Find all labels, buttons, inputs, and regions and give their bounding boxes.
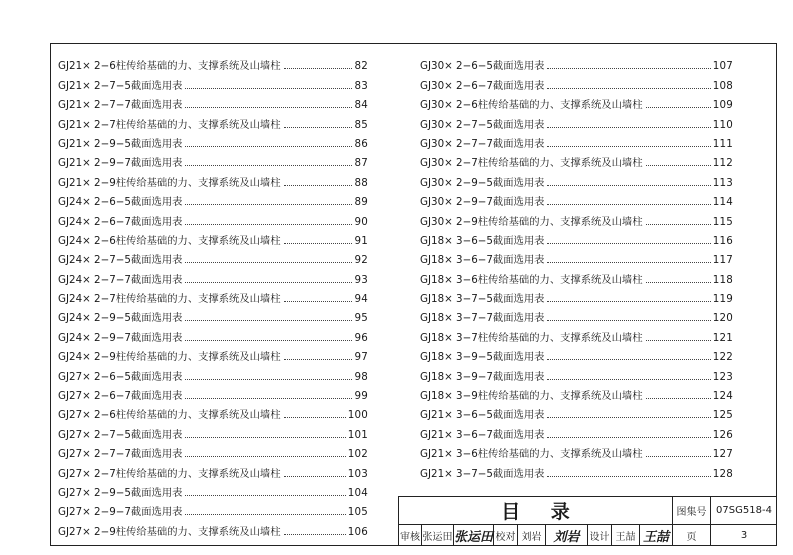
toc-leader-dots bbox=[185, 282, 352, 283]
toc-entry-page: 109 bbox=[712, 99, 733, 112]
toc-leader-dots bbox=[284, 417, 346, 418]
toc-entry-title: GJ27× 2−9−5截面选用表 bbox=[58, 486, 183, 499]
toc-entry-page: 97 bbox=[354, 351, 368, 364]
toc-entry-page: 102 bbox=[347, 448, 368, 461]
toc-entry bbox=[420, 266, 733, 285]
toc-leader-dots bbox=[547, 68, 710, 69]
toc-leader-dots bbox=[284, 476, 346, 477]
checker-signature: 刘岩 bbox=[553, 529, 580, 545]
toc-leader-dots bbox=[646, 398, 711, 399]
toc-entry-title: GJ30× 2−7−7截面选用表 bbox=[420, 137, 545, 150]
title-block bbox=[398, 496, 777, 546]
page-number: 3 bbox=[740, 529, 748, 541]
toc-entry bbox=[58, 305, 368, 324]
toc-entry-title: GJ18× 3−6−5截面选用表 bbox=[420, 234, 545, 247]
toc-leader-dots bbox=[547, 185, 710, 186]
reviewer-cell bbox=[422, 524, 454, 546]
check-label: 校对 bbox=[495, 531, 516, 543]
toc-leader-dots bbox=[547, 262, 710, 263]
toc-entry-title: GJ24× 2−9柱传给基础的力、支撑系统及山墙柱 bbox=[58, 351, 281, 364]
check-label-cell bbox=[494, 524, 518, 546]
toc-leader-dots bbox=[547, 359, 710, 360]
toc-entry bbox=[420, 131, 733, 150]
toc-leader-dots bbox=[185, 495, 345, 496]
designer-signature: 王喆 bbox=[642, 529, 669, 545]
toc-entry-page: 95 bbox=[354, 312, 368, 325]
toc-entry bbox=[58, 324, 368, 343]
checker-signature-cell bbox=[546, 524, 588, 546]
toc-entry-title: GJ27× 2−7−7截面选用表 bbox=[58, 448, 183, 461]
toc-leader-dots bbox=[547, 127, 710, 128]
toc-entry-title: GJ30× 2−6柱传给基础的力、支撑系统及山墙柱 bbox=[420, 99, 643, 112]
toc-entry-page: 92 bbox=[354, 254, 368, 267]
toc-entry-page: 114 bbox=[712, 196, 733, 209]
atlas-label-cell bbox=[673, 497, 711, 524]
toc-entry-title: GJ18× 3−6柱传给基础的力、支撑系统及山墙柱 bbox=[420, 273, 643, 286]
designer-signature-cell bbox=[640, 524, 673, 546]
design-label-cell bbox=[588, 524, 612, 546]
toc-entry bbox=[58, 228, 368, 247]
toc-leader-dots bbox=[547, 379, 710, 380]
toc-entry-title: GJ18× 3−7−7截面选用表 bbox=[420, 312, 545, 325]
toc-entry bbox=[58, 460, 368, 479]
toc-leader-dots bbox=[284, 534, 346, 535]
toc-leader-dots bbox=[185, 262, 352, 263]
toc-leader-dots bbox=[284, 359, 353, 360]
page-number-cell bbox=[711, 524, 777, 546]
toc-leader-dots bbox=[547, 88, 710, 89]
toc-entry-title: GJ24× 2−7−7截面选用表 bbox=[58, 273, 183, 286]
toc-leader-dots bbox=[185, 146, 352, 147]
checker-cell bbox=[518, 524, 546, 546]
toc-leader-dots bbox=[547, 417, 710, 418]
toc-entry-page: 110 bbox=[712, 118, 733, 131]
toc-leader-dots bbox=[284, 185, 353, 186]
toc-entry-title: GJ24× 2−6柱传给基础的力、支撑系统及山墙柱 bbox=[58, 234, 281, 247]
toc-entry-page: 106 bbox=[347, 525, 368, 538]
toc-entry-page: 117 bbox=[712, 254, 733, 267]
toc-entry bbox=[420, 344, 733, 363]
toc-entry-page: 96 bbox=[354, 331, 368, 344]
toc-entry-title: GJ21× 2−9−5截面选用表 bbox=[58, 137, 183, 150]
toc-leader-dots bbox=[185, 165, 352, 166]
toc-entry-title: GJ24× 2−6−7截面选用表 bbox=[58, 215, 183, 228]
toc-entry-page: 125 bbox=[712, 409, 733, 422]
toc-leader-dots bbox=[547, 301, 710, 302]
toc-entry-title: GJ30× 2−9柱传给基础的力、支撑系统及山墙柱 bbox=[420, 215, 643, 228]
toc-entry bbox=[58, 92, 368, 111]
toc-entry bbox=[58, 53, 368, 72]
toc-entry bbox=[58, 72, 368, 91]
toc-entry-title: GJ18× 3−9−7截面选用表 bbox=[420, 370, 545, 383]
toc-entry bbox=[58, 131, 368, 150]
toc-entry-page: 103 bbox=[347, 467, 368, 480]
toc-entry-page: 91 bbox=[354, 234, 368, 247]
sheet-title: 目 录 bbox=[501, 501, 582, 523]
toc-leader-dots bbox=[185, 456, 345, 457]
toc-entry-title: GJ18× 3−6−7截面选用表 bbox=[420, 254, 545, 267]
toc-entry-page: 85 bbox=[354, 118, 368, 131]
toc-entry bbox=[420, 53, 733, 72]
toc-entry bbox=[58, 383, 368, 402]
toc-leader-dots bbox=[646, 107, 711, 108]
toc-entry-page: 89 bbox=[354, 196, 368, 209]
toc-leader-dots bbox=[284, 243, 353, 244]
toc-entry bbox=[420, 383, 733, 402]
toc-entry bbox=[420, 72, 733, 91]
toc-entry bbox=[58, 344, 368, 363]
toc-entry bbox=[58, 499, 368, 518]
toc-entry-page: 122 bbox=[712, 351, 733, 364]
toc-entry-page: 120 bbox=[712, 312, 733, 325]
toc-right-column bbox=[420, 53, 733, 480]
toc-leader-dots bbox=[547, 146, 710, 147]
toc-entry-page: 87 bbox=[354, 157, 368, 170]
toc-entry-page: 128 bbox=[712, 467, 733, 480]
toc-entry bbox=[58, 480, 368, 499]
toc-entry-page: 124 bbox=[712, 390, 733, 403]
toc-entry-page: 121 bbox=[712, 331, 733, 344]
toc-entry-page: 119 bbox=[712, 293, 733, 306]
designer-name: 王喆 bbox=[615, 531, 636, 543]
checker-name: 刘岩 bbox=[521, 531, 542, 543]
atlas-number: 07SG518-4 bbox=[716, 505, 772, 516]
toc-entry-title: GJ30× 2−7−5截面选用表 bbox=[420, 118, 545, 131]
reviewer-signature-cell bbox=[454, 524, 494, 546]
toc-entry bbox=[58, 189, 368, 208]
toc-entry-title: GJ30× 2−9−5截面选用表 bbox=[420, 176, 545, 189]
toc-entry-title: GJ18× 3−9柱传给基础的力、支撑系统及山墙柱 bbox=[420, 390, 643, 403]
toc-entry-title: GJ27× 2−9−7截面选用表 bbox=[58, 506, 183, 519]
toc-entry bbox=[420, 460, 733, 479]
toc-entry bbox=[420, 208, 733, 227]
toc-entry bbox=[420, 421, 733, 440]
toc-entry bbox=[58, 150, 368, 169]
toc-entry bbox=[58, 169, 368, 188]
toc-entry-page: 127 bbox=[712, 448, 733, 461]
toc-entry-title: GJ21× 3−6−5截面选用表 bbox=[420, 409, 545, 422]
design-label: 设计 bbox=[589, 531, 610, 543]
toc-entry bbox=[420, 363, 733, 382]
toc-entry-title: GJ21× 2−9−7截面选用表 bbox=[58, 157, 183, 170]
toc-entry-title: GJ21× 2−7−5截面选用表 bbox=[58, 79, 183, 92]
toc-entry-title: GJ21× 3−6−7截面选用表 bbox=[420, 428, 545, 441]
toc-entry-title: GJ27× 2−6柱传给基础的力、支撑系统及山墙柱 bbox=[58, 409, 281, 422]
review-label-cell bbox=[399, 524, 422, 546]
sheet-title-cell bbox=[399, 497, 673, 524]
review-label: 审核 bbox=[400, 531, 420, 543]
toc-entry-title: GJ27× 2−7−5截面选用表 bbox=[58, 428, 183, 441]
toc-leader-dots bbox=[547, 204, 710, 205]
toc-entry-page: 86 bbox=[354, 137, 368, 150]
toc-entry bbox=[420, 324, 733, 343]
toc-entry bbox=[58, 363, 368, 382]
toc-entry-page: 107 bbox=[712, 60, 733, 73]
toc-entry bbox=[58, 208, 368, 227]
toc-entry bbox=[420, 305, 733, 324]
toc-entry-title: GJ27× 2−6−5截面选用表 bbox=[58, 370, 183, 383]
toc-left-column bbox=[58, 53, 368, 538]
toc-leader-dots bbox=[185, 320, 352, 321]
toc-entry bbox=[420, 286, 733, 305]
toc-leader-dots bbox=[185, 398, 352, 399]
toc-entry-title: GJ21× 3−7−5截面选用表 bbox=[420, 467, 545, 480]
designer-cell bbox=[612, 524, 640, 546]
toc-entry bbox=[420, 247, 733, 266]
title-block-bottom-row bbox=[399, 524, 777, 546]
toc-entry-title: GJ30× 2−9−7截面选用表 bbox=[420, 196, 545, 209]
toc-leader-dots bbox=[646, 224, 711, 225]
toc-leader-dots bbox=[185, 437, 345, 438]
page-label: 页 bbox=[686, 531, 697, 543]
toc-entry-page: 82 bbox=[354, 60, 368, 73]
toc-entry-page: 98 bbox=[354, 370, 368, 383]
toc-leader-dots bbox=[547, 243, 710, 244]
reviewer-name: 张运田 bbox=[422, 531, 453, 543]
atlas-number-cell bbox=[711, 497, 777, 524]
toc-entry bbox=[58, 111, 368, 130]
toc-entry bbox=[58, 286, 368, 305]
toc-entry-page: 123 bbox=[712, 370, 733, 383]
toc-entry-title: GJ18× 3−7−5截面选用表 bbox=[420, 293, 545, 306]
toc-entry-page: 108 bbox=[712, 79, 733, 92]
toc-entry-title: GJ27× 2−7柱传给基础的力、支撑系统及山墙柱 bbox=[58, 467, 281, 480]
toc-entry-title: GJ24× 2−9−7截面选用表 bbox=[58, 331, 183, 344]
toc-entry bbox=[420, 92, 733, 111]
toc-entry-title: GJ21× 2−6柱传给基础的力、支撑系统及山墙柱 bbox=[58, 60, 281, 73]
toc-entry-title: GJ21× 2−7柱传给基础的力、支撑系统及山墙柱 bbox=[58, 118, 281, 131]
atlas-label: 图集号 bbox=[676, 507, 707, 518]
toc-entry-page: 84 bbox=[354, 99, 368, 112]
toc-leader-dots bbox=[185, 340, 352, 341]
toc-leader-dots bbox=[185, 88, 352, 89]
toc-entry-page: 126 bbox=[712, 428, 733, 441]
toc-leader-dots bbox=[646, 340, 711, 341]
toc-entry-page: 104 bbox=[347, 486, 368, 499]
toc-leader-dots bbox=[547, 320, 710, 321]
toc-entry-title: GJ21× 2−7−7截面选用表 bbox=[58, 99, 183, 112]
toc-entry-page: 100 bbox=[347, 409, 368, 422]
toc-entry-page: 94 bbox=[354, 293, 368, 306]
toc-entry-title: GJ18× 3−9−5截面选用表 bbox=[420, 351, 545, 364]
toc-entry-page: 112 bbox=[712, 157, 733, 170]
toc-entry-title: GJ24× 2−6−5截面选用表 bbox=[58, 196, 183, 209]
toc-leader-dots bbox=[284, 301, 353, 302]
toc-leader-dots bbox=[547, 437, 710, 438]
toc-entry bbox=[420, 189, 733, 208]
toc-entry bbox=[420, 228, 733, 247]
toc-entry-title: GJ24× 2−7−5截面选用表 bbox=[58, 254, 183, 267]
toc-entry-title: GJ27× 2−6−7截面选用表 bbox=[58, 390, 183, 403]
title-block-top-row bbox=[399, 497, 777, 525]
toc-leader-dots bbox=[185, 224, 352, 225]
toc-entry bbox=[58, 247, 368, 266]
toc-entry bbox=[58, 421, 368, 440]
toc-entry-page: 99 bbox=[354, 390, 368, 403]
toc-entry-page: 90 bbox=[354, 215, 368, 228]
toc-entry-title: GJ30× 2−6−7截面选用表 bbox=[420, 79, 545, 92]
toc-entry-page: 115 bbox=[712, 215, 733, 228]
toc-entry bbox=[58, 441, 368, 460]
toc-entry-page: 111 bbox=[712, 137, 733, 150]
toc-entry-page: 105 bbox=[347, 506, 368, 519]
toc-entry bbox=[58, 518, 368, 537]
toc-entry-title: GJ24× 2−7柱传给基础的力、支撑系统及山墙柱 bbox=[58, 293, 281, 306]
toc-entry-page: 116 bbox=[712, 234, 733, 247]
toc-entry-title: GJ27× 2−9柱传给基础的力、支撑系统及山墙柱 bbox=[58, 525, 281, 538]
toc-entry-title: GJ21× 3−6柱传给基础的力、支撑系统及山墙柱 bbox=[420, 448, 643, 461]
toc-leader-dots bbox=[185, 107, 352, 108]
toc-leader-dots bbox=[284, 127, 353, 128]
toc-entry-title: GJ21× 2−9柱传给基础的力、支撑系统及山墙柱 bbox=[58, 176, 281, 189]
toc-entry-title: GJ18× 3−7柱传给基础的力、支撑系统及山墙柱 bbox=[420, 331, 643, 344]
toc-leader-dots bbox=[284, 68, 353, 69]
reviewer-signature: 张运田 bbox=[454, 529, 494, 545]
toc-leader-dots bbox=[646, 165, 711, 166]
toc-entry bbox=[420, 150, 733, 169]
toc-entry-page: 88 bbox=[354, 176, 368, 189]
toc-entry-page: 101 bbox=[347, 428, 368, 441]
toc-entry bbox=[420, 169, 733, 188]
toc-entry bbox=[420, 441, 733, 460]
toc-leader-dots bbox=[185, 379, 352, 380]
toc-leader-dots bbox=[185, 204, 352, 205]
toc-leader-dots bbox=[185, 514, 345, 515]
toc-entry-page: 118 bbox=[712, 273, 733, 286]
page-label-cell bbox=[673, 524, 711, 546]
toc-entry bbox=[420, 111, 733, 130]
toc-entry bbox=[58, 266, 368, 285]
toc-entry bbox=[58, 402, 368, 421]
toc-entry-title: GJ24× 2−9−5截面选用表 bbox=[58, 312, 183, 325]
toc-entry-page: 83 bbox=[354, 79, 368, 92]
toc-entry-title: GJ30× 2−6−5截面选用表 bbox=[420, 60, 545, 73]
toc-entry-title: GJ30× 2−7柱传给基础的力、支撑系统及山墙柱 bbox=[420, 157, 643, 170]
toc-leader-dots bbox=[646, 282, 711, 283]
toc-entry bbox=[420, 402, 733, 421]
toc-entry-page: 113 bbox=[712, 176, 733, 189]
toc-leader-dots bbox=[547, 476, 710, 477]
toc-leader-dots bbox=[646, 456, 711, 457]
toc-entry-page: 93 bbox=[354, 273, 368, 286]
